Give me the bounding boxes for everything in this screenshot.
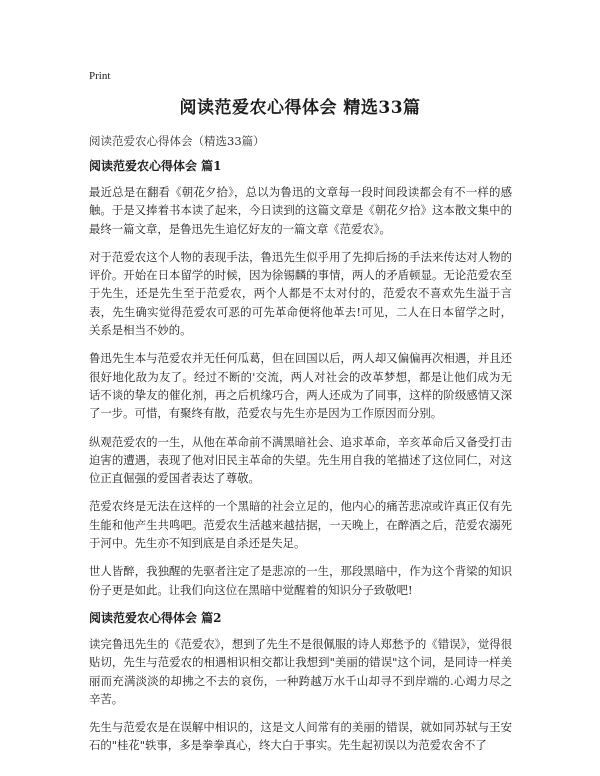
section-heading: 阅读范爱农心得体会 篇1: [89, 159, 222, 173]
section-heading: 阅读范爱农心得体会 篇2: [89, 610, 222, 625]
paragraph: 纵观范爱农的一生，从他在革命前不满黑暗社会、追求革命，辛亥革命后又备受打击迫害的遭遇，表现了他对旧民主革命的失望。先生用自我的笔描述了这位同仁，对这位正直倔强的爱国者表达了尊敬。: [89, 434, 512, 486]
paragraph: 世人皆醉，我独醒的先驱者注定了是悲凉的一生，那段黑暗中，作为这个背梁的知识份子更是如此。让我们向这位在黑暗中觉醒着的知识分子致敬吧!: [89, 564, 512, 597]
paragraph: 对于范爱农这个人物的表现手法，鲁迅先生似乎用了先抑后扬的手法来传达对人物的评价。开始在日本留学的时候，因为徐锡麟的事情，两人的矛盾顿显。无论范爱农至于先生，还是先生至于范爱农，两个人都是不太对付的，范爱农不喜欢先生溢于言表，先生确实觉得范爱农可恶的可先革命便将他革去!可见，二人在日本留学之时，关系是相当不妙的。: [89, 249, 512, 338]
paragraph: 鲁迅先生本与范爱农并无任何瓜葛，但在回国以后，两人却又偏偏再次相遇，并且还很好地化敌为友了。经过不断的'交流，两人对社会的改革梦想，都是让他们成为无话不谈的挚友的催化剂，再之后机缘巧合，两人还成为了同事，这样的阶级感情又深了一步。可惜，有聚终有散，范爱农与先生亦是因为工作原因而分别。: [89, 351, 512, 421]
paragraph: 范爱农终是无法在这样的一个黑暗的社会立足的，他内心的痛苦悲凉或许真正仅有先生能和他产生共鸣吧。范爱农生活越来越拮据，一天晚上，在醉酒之后，范爱农溺死于河中。先生亦不知到底是自杀还是失足。: [89, 499, 512, 551]
paragraph: 读完鲁迅先生的《范爱农》，想到了先生不是很佩服的诗人郑愁予的《错误》，觉得很贴切，先生与范爱农的相遇相识相交都让我想到"美丽的错误"这个词，是同诗一样美丽而充满淡淡的却拂之不去的哀伤，一种跨越万水千山却寻不到岸端的.心竭力尽之辛苦。: [89, 636, 512, 706]
article-body: [89, 157, 512, 765]
print-link[interactable]: Print: [89, 70, 111, 82]
subtitle: 阅读范爱农心得体会（精选33篇）: [89, 134, 265, 148]
paragraph: 最近总是在翻看《朝花夕拾》，总以为鲁迅的文章每一段时间段读都会有不一样的感触。于是又捧着书本读了起来，今日读到的这篇文章是《朝花夕拾》这本散文集中的最终一篇文章，是鲁迅先生追忆好友的一篇文章《范爱农》。: [89, 185, 512, 236]
page-title: 阅读范爱农心得体会 精选33篇: [179, 98, 421, 118]
paragraph: 先生与范爱农是在误解中相识的，这是文人间常有的美丽的错误，就如同苏轼与王安石的"桂花"轶事，多是拳拳真心，终大白于事实。先生起初误以为范爱农舍不了: [89, 720, 512, 753]
